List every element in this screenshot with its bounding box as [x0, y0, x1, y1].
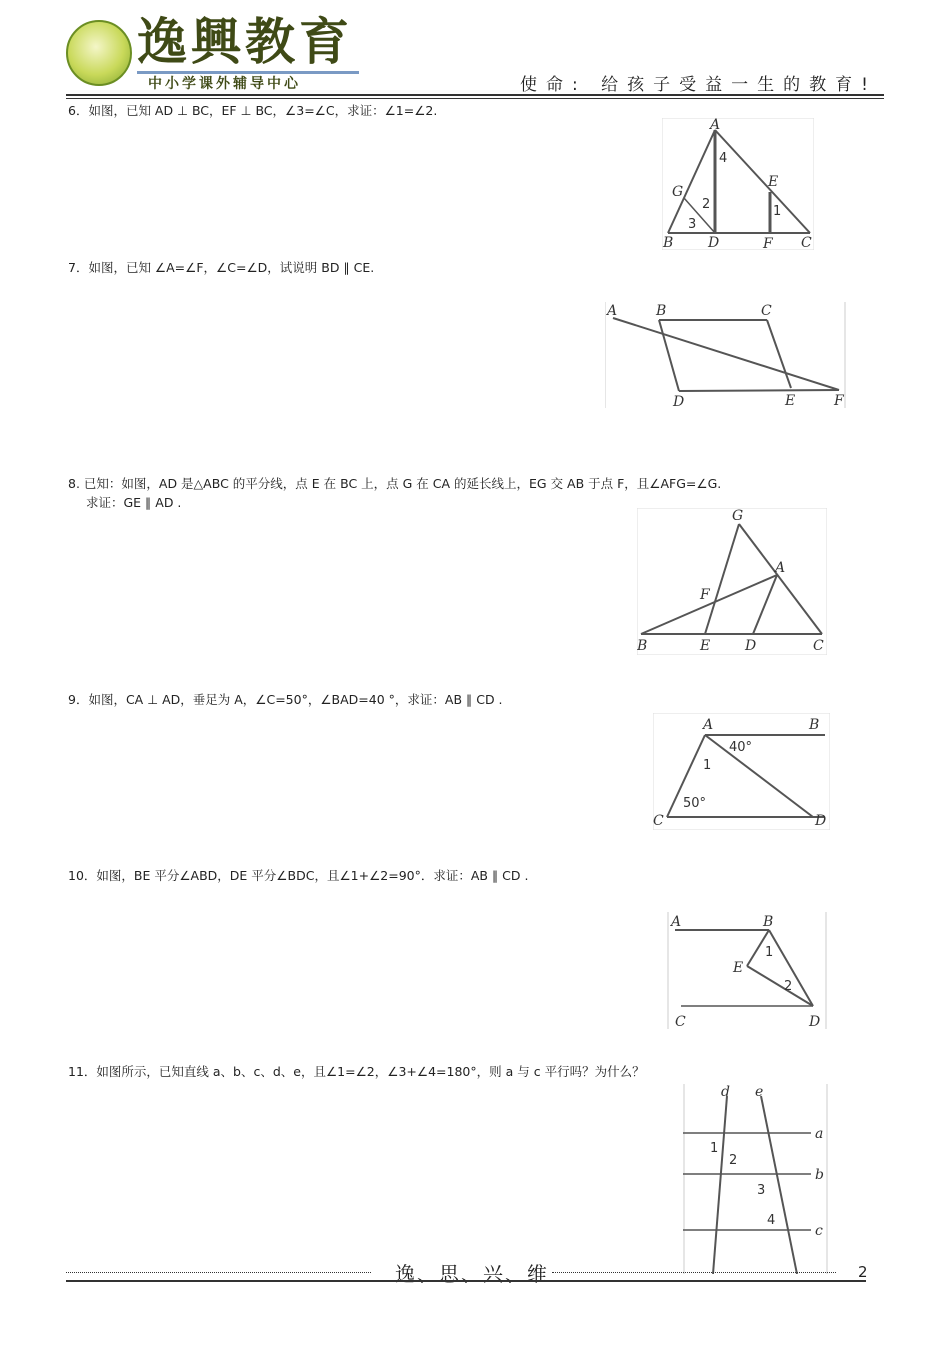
fig10-angle-2: 2 — [784, 979, 793, 994]
fig11-label-e: e — [755, 1084, 764, 1100]
fig11-angle-4: 4 — [767, 1213, 776, 1228]
fig6-label-c: C — [801, 235, 812, 250]
fig7-label-a: A — [607, 303, 618, 319]
fig10-label-a: A — [671, 914, 682, 930]
fig11-angle-3: 3 — [757, 1183, 766, 1198]
page-number: 2 — [858, 1263, 868, 1281]
problem-6-text: 6．如图，已知 AD ⊥ BC，EF ⊥ BC，∠3=∠C，求证：∠1=∠2. — [68, 103, 438, 118]
fig11-label-d: d — [721, 1084, 730, 1100]
fig9-label-d: D — [815, 813, 827, 829]
fig8-label-b: B — [637, 638, 648, 654]
fig9-angle-40: 40° — [729, 740, 753, 755]
figure-6 — [662, 118, 814, 250]
footer-dotted-rule-left — [66, 1272, 371, 1273]
fig8-label-g: G — [732, 508, 744, 524]
figure-segment — [705, 735, 813, 817]
figure-segment — [747, 966, 813, 1006]
problem-10-text: 10．如图，BE 平分∠ABD，DE 平分∠BDC，且∠1+∠2=90°．求证：AB ∥ CD . — [68, 868, 529, 883]
fig9-label-b: B — [809, 717, 820, 733]
fig9-label-c: C — [653, 813, 664, 829]
header-rule-thin — [66, 98, 884, 99]
figure-segment — [613, 318, 839, 390]
mission-statement: 使命: 给孩子受益一生的教育! — [520, 75, 877, 95]
problem-8-text-2: 求证：GE ∥ AD . — [86, 495, 182, 510]
footer-dotted-rule-right — [552, 1272, 836, 1273]
problem-8-text: 8. 已知：如图，AD 是△ABC 的平分线，点 E 在 BC 上，点 G 在 CA 的延长线上，EG 交 AB 于点 F，且∠AFG=∠G. — [68, 476, 722, 491]
fig10-label-e: E — [733, 960, 744, 976]
fig9-angle-1: 1 — [703, 758, 712, 773]
fig7-label-b: B — [656, 303, 667, 319]
fig6-label-e: E — [768, 174, 779, 190]
figure-segment — [739, 524, 822, 634]
figure-segment — [761, 1096, 797, 1274]
figure-11 — [683, 1084, 828, 1274]
fig8-label-d: D — [745, 638, 757, 654]
fig6-label-a: A — [710, 118, 721, 133]
fig6-label-b: B — [663, 235, 674, 250]
fig6-label-f: F — [763, 236, 773, 250]
fig8-label-a: A — [775, 560, 786, 576]
fig10-angle-1: 1 — [765, 945, 774, 960]
footer-motto: 逸、思、兴、维 — [395, 1262, 549, 1286]
fig11-label-c: c — [815, 1223, 823, 1239]
figure-segment — [769, 930, 813, 1006]
fig6-angle-2: 2 — [702, 197, 711, 212]
fig6-angle-1: 1 — [773, 204, 782, 219]
fig6-label-d: D — [708, 235, 720, 250]
logo-subtitle: 中小学课外辅导中心 — [148, 76, 301, 92]
fig7-label-c: C — [761, 303, 772, 319]
figure-segment — [659, 320, 679, 391]
fig8-label-e: E — [700, 638, 711, 654]
figure-segment — [715, 130, 810, 233]
header-rule — [66, 94, 884, 96]
fig9-label-a: A — [703, 717, 714, 733]
fig10-label-c: C — [675, 1014, 686, 1029]
fig11-label-b: b — [815, 1167, 824, 1183]
figure-7 — [605, 302, 846, 408]
logo-emblem — [66, 20, 132, 86]
logo-title: 逸興教育 — [137, 12, 353, 71]
problem-11-text: 11．如图所示，已知直线 a、b、c、d、e，且∠1=∠2，∠3+∠4=180°，则 a 与 c 平行吗？为什么？ — [68, 1064, 645, 1079]
fig6-angle-4: 4 — [719, 151, 728, 166]
figure-segment — [705, 524, 739, 634]
fig10-label-b: B — [763, 914, 774, 930]
fig10-label-d: D — [809, 1014, 821, 1029]
fig6-angle-3: 3 — [688, 217, 697, 232]
fig9-angle-50: 50° — [683, 796, 707, 811]
figure-segment — [679, 390, 839, 391]
figure-10 — [667, 912, 827, 1029]
fig6-label-g: G — [672, 184, 684, 200]
figure-segment — [713, 1096, 727, 1274]
fig8-label-c: C — [813, 638, 824, 654]
figure-8 — [637, 508, 827, 655]
figure-9 — [653, 713, 830, 830]
fig8-label-f: F — [700, 587, 710, 603]
fig7-label-e: E — [785, 393, 796, 408]
footer-rule — [66, 1280, 866, 1282]
fig11-label-a: a — [815, 1126, 824, 1142]
fig7-label-f: F — [834, 393, 844, 408]
fig7-label-d: D — [673, 394, 685, 408]
fig11-angle-1: 1 — [710, 1141, 719, 1156]
problem-9-text: 9．如图，CA ⊥ AD，垂足为 A，∠C=50°，∠BAD=40 °，求证：AB ∥ CD . — [68, 692, 503, 707]
fig11-angle-2: 2 — [729, 1153, 738, 1168]
figure-segment — [767, 320, 791, 388]
problem-7-text: 7．如图，已知 ∠A=∠F，∠C=∠D，试说明 BD ∥ CE. — [68, 260, 375, 275]
